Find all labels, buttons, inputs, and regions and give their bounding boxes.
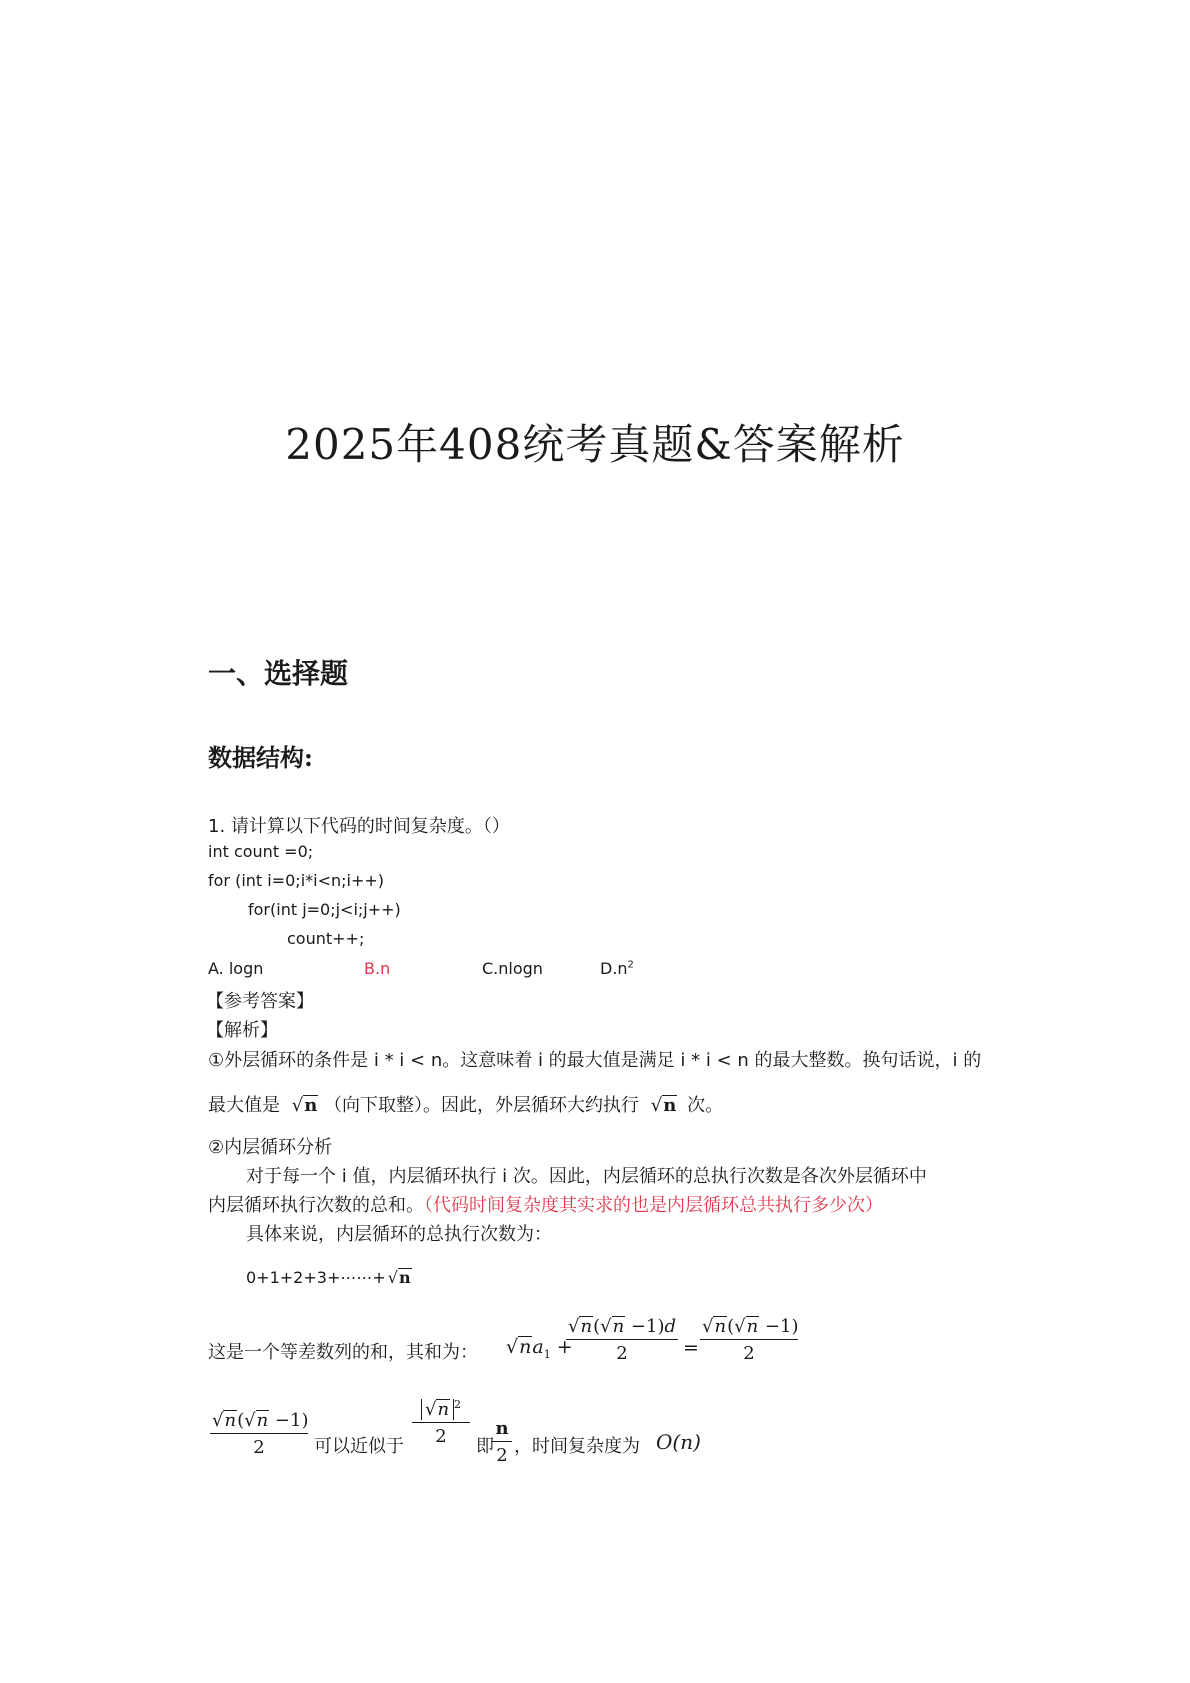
- option-b-correct: B.n: [364, 959, 391, 978]
- page-title: 2025年408统考真题&答案解析: [285, 420, 905, 469]
- series-fraction-1: √n(√n −1)d 2: [568, 1316, 676, 1364]
- sum-expression: 0+1+2+3+⋯⋯+ √n: [246, 1268, 411, 1287]
- equals-sign: =: [683, 1337, 699, 1359]
- analysis-line-1: ①外层循环的条件是 i * i < n。这意味着 i 的最大值是满足 i * i < n 的最大整数。换句话说，i 的: [208, 1050, 982, 1071]
- series-term-1: $√na_1$ +: [506, 1336, 573, 1361]
- code-line-1: int count =0;: [208, 842, 314, 861]
- analysis-header: 【解析】: [206, 1020, 278, 1041]
- analysis-line-4: 对于每一个 i 值，内层循环执行 i 次。因此，内层循环的总执行次数是各次外层循环中: [246, 1166, 927, 1187]
- complexity-text: ，时间复杂度为: [514, 1436, 640, 1457]
- subsection-heading: 数据结构:: [208, 743, 313, 772]
- option-d: $D.n^2$: [600, 959, 634, 978]
- highlighted-note: （代码时间复杂度其实求的也是内层循环总共执行多少次）: [424, 1195, 883, 1216]
- analysis-line-5: 内层循环执行次数的总和。（代码时间复杂度其实求的也是内层循环总共执行多少次）: [208, 1195, 883, 1216]
- series-fraction-2: √n(√n −1) 2: [702, 1316, 799, 1364]
- approx-fraction-2: √n $^2$ 2: [412, 1398, 470, 1447]
- series-sum-text: 这是一个等差数列的和，其和为：: [208, 1342, 478, 1363]
- question-text: 1. 请计算以下代码的时间复杂度。（）: [208, 816, 510, 837]
- option-c: C.nlogn: [482, 959, 543, 978]
- code-line-3: for(int j=0;j<i;j++): [248, 900, 401, 919]
- code-line-4: count++;: [287, 929, 365, 948]
- option-a: A. logn: [208, 959, 264, 978]
- analysis-line-3: ②内层循环分析: [208, 1137, 333, 1158]
- code-line-2: for (int i=0;i*i<n;i++): [208, 871, 385, 890]
- answer-header: 【参考答案】: [206, 991, 314, 1012]
- approx-ji: 即: [476, 1436, 494, 1457]
- analysis-line-2: 最大值是 √n （向下取整）。因此，外层循环大约执行 √n 次。: [208, 1095, 724, 1116]
- complexity-value: O(n): [656, 1430, 701, 1454]
- approx-text: 可以近似于: [314, 1436, 404, 1457]
- section-heading: 一、选择题: [208, 657, 349, 690]
- approx-fraction-1: √n(√n −1) 2: [212, 1410, 309, 1458]
- analysis-line-6: 具体来说，内层循环的总执行次数为：: [246, 1224, 552, 1245]
- approx-fraction-3: n 2: [492, 1418, 512, 1466]
